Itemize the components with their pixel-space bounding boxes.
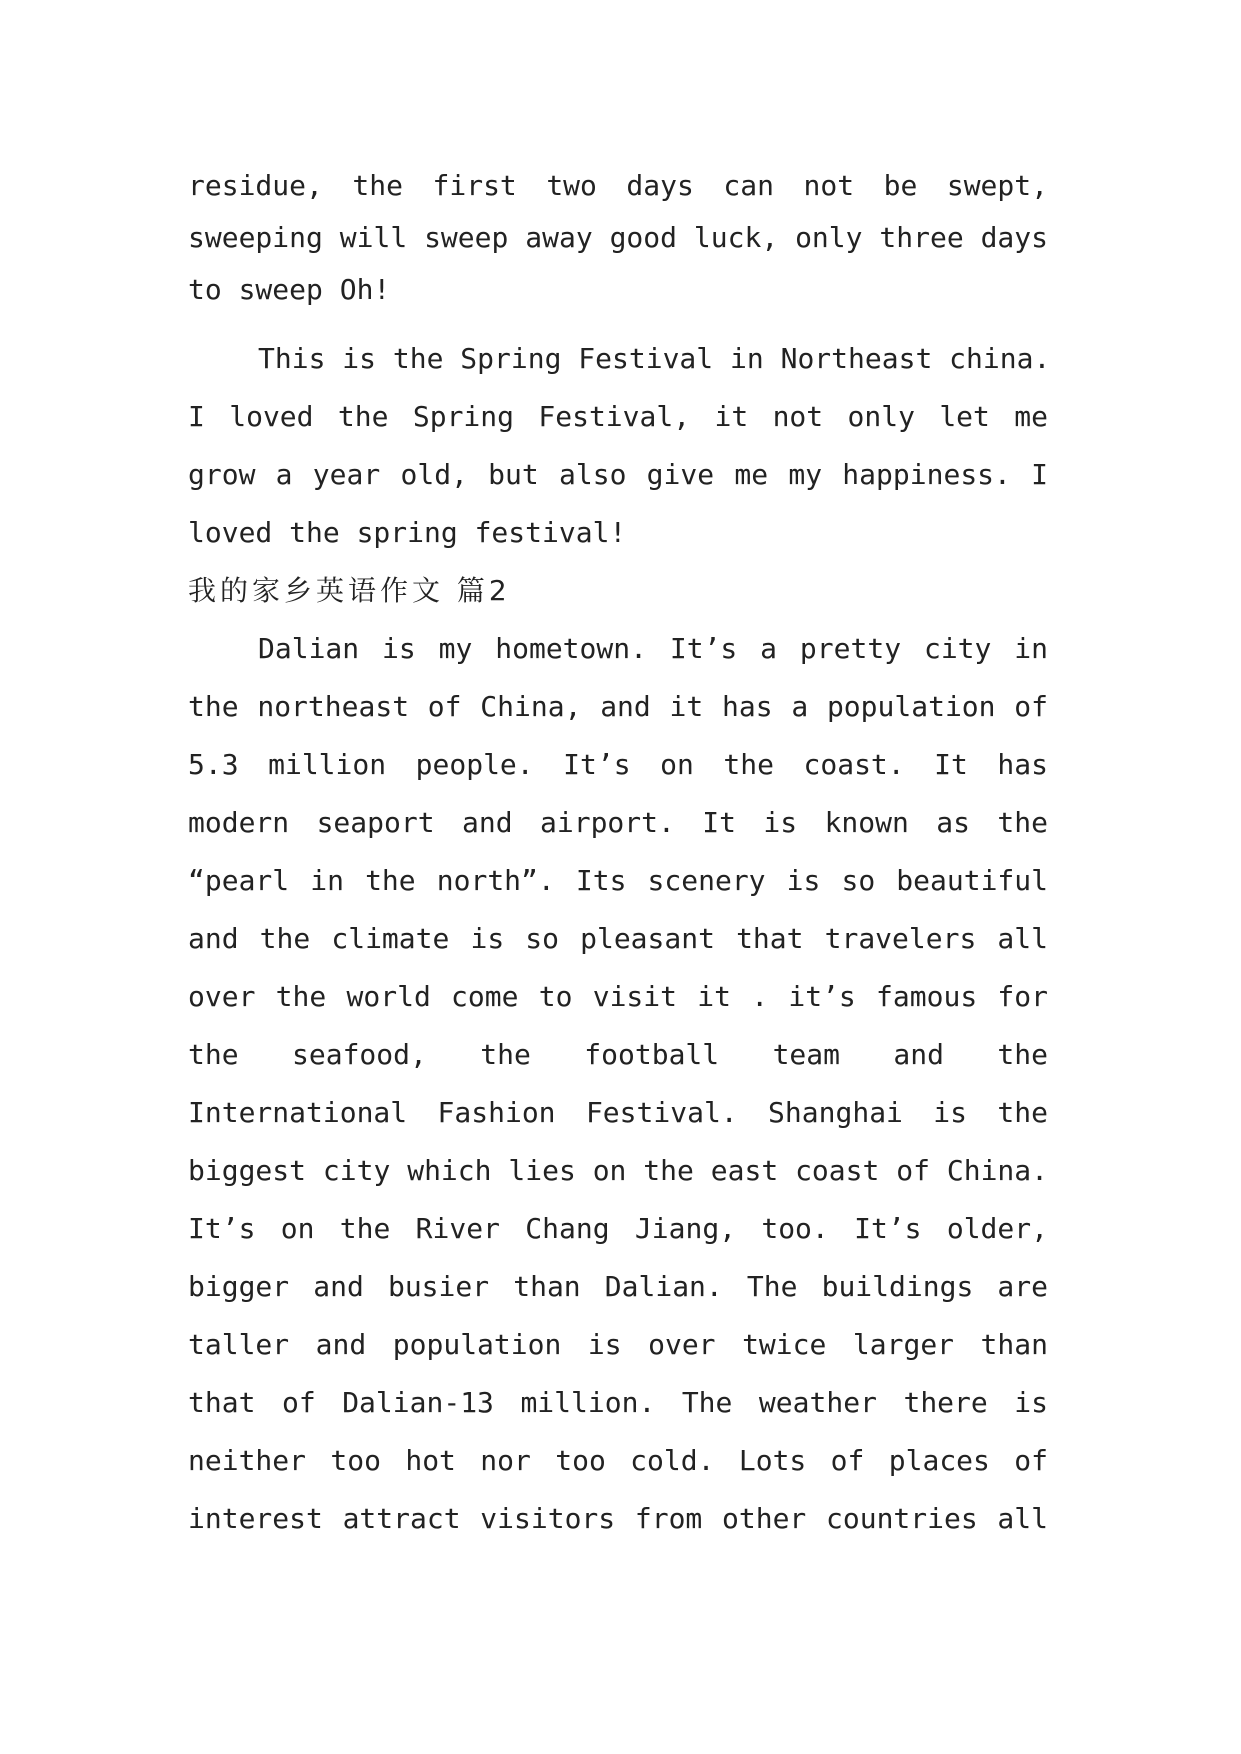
text-line: loved the spring festival!	[188, 516, 627, 549]
text-line: grow a year old, but also give me my happiness. I	[188, 458, 1048, 491]
text-line: the seafood, the football team and the	[188, 1038, 1048, 1071]
section-heading: 我的家乡英语作文 篇2	[188, 574, 511, 607]
text-line: biggest city which lies on the east coast of China.	[188, 1154, 1048, 1187]
text-line: International Fashion Festival. Shanghai is the	[188, 1096, 1048, 1129]
text-line: to sweep Oh!	[188, 273, 391, 306]
text-line: sweeping will sweep away good luck, only three days	[188, 221, 1048, 254]
paragraph-first-line: Dalian is my hometown. It’s a pretty city in	[258, 632, 1048, 665]
text-line: neither too hot nor too cold. Lots of places of	[188, 1444, 1048, 1477]
text-line: 5.3 million people. It’s on the coast. It has	[188, 748, 1048, 781]
text-line: that of Dalian-13 million. The weather there is	[188, 1386, 1048, 1419]
text-line: bigger and busier than Dalian. The buildings are	[188, 1270, 1048, 1303]
paragraph-first-line: This is the Spring Festival in Northeast china.	[258, 342, 1051, 375]
text-line: modern seaport and airport. It is known as the	[188, 806, 1048, 839]
text-line: “pearl in the north”. Its scenery is so beautiful	[188, 864, 1048, 897]
text-line: taller and population is over twice larger than	[188, 1328, 1048, 1361]
text-line: and the climate is so pleasant that travelers all	[188, 922, 1048, 955]
text-line: I loved the Spring Festival, it not only let me	[188, 400, 1048, 433]
text-line: the northeast of China, and it has a population of	[188, 690, 1048, 723]
text-line: residue, the first two days can not be swept,	[188, 169, 1048, 202]
text-line: It’s on the River Chang Jiang, too. It’s older,	[188, 1212, 1048, 1245]
text-line: over the world come to visit it . it’s famous for	[188, 980, 1048, 1013]
text-line: interest attract visitors from other countries all	[188, 1502, 1048, 1535]
